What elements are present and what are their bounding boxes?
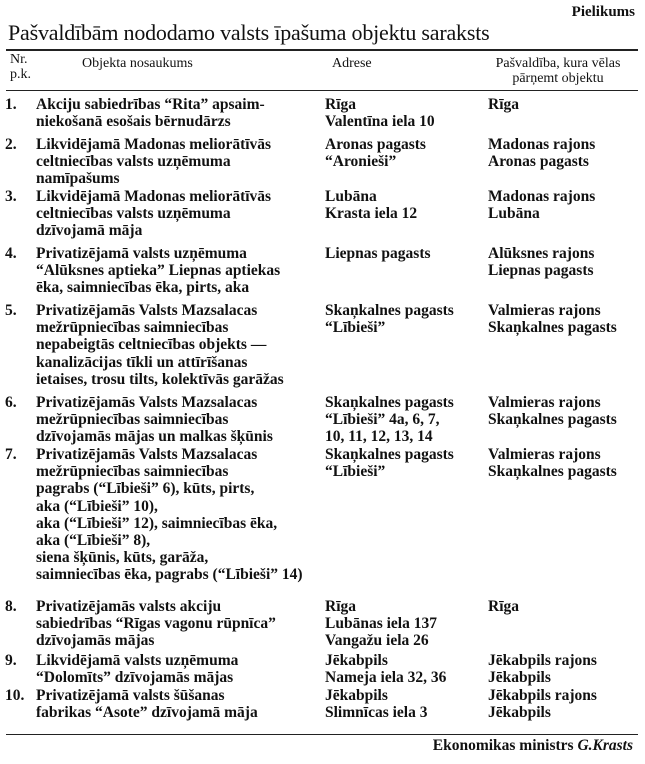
object-name: Privatizējamās Valsts Mazsalacas mežrūpniecības saimniecības pagrabs (“Lībieši” 6), kūts, pirts, aka (“Lībieši” 10), aka (“Lībieši” 12), saimniecības ēka, aka (“Lībieši” 8), siena šķūnis, kūts, garāža, saimniecības ēka, pagrabs (“Lībieši” 14) (36, 446, 303, 584)
object-address: Lubāna Krasta iela 12 (325, 188, 418, 223)
header-underline (6, 90, 638, 91)
object-address: Rīga Lubānas iela 137 Vangažu iela 26 (325, 598, 437, 650)
signature (433, 737, 633, 755)
object-address: Rīga Valentīna iela 10 (325, 96, 435, 131)
object-name: Privatizējamā valsts uzņēmuma “Alūksnes aptieka” Liepnas aptiekas ēka, saimniecības ēka, pirts, aka (36, 245, 281, 297)
object-name: Likvidējamā Madonas meliorātīvās celtniecības valsts uzņēmuma namīpašums (36, 136, 272, 188)
object-municipality: Valmieras rajons Skaņkalnes pagasts (488, 446, 617, 481)
object-name: Likvidējamā valsts uzņēmuma “Dolomīts” dzīvojamās mājas (36, 652, 239, 687)
object-municipality: Alūksnes rajons Liepnas pagasts (488, 245, 595, 280)
object-municipality: Rīga (488, 96, 519, 113)
appendix-label: Pielikums (571, 4, 635, 20)
signature-position: Ekonomikas ministrs (432, 737, 574, 754)
row-number: 7. (5, 446, 17, 463)
row-number: 4. (5, 245, 17, 262)
object-address: Skaņkalnes pagasts “Lībieši” (325, 446, 454, 481)
row-number: 2. (5, 136, 17, 153)
object-municipality: Valmieras rajons Skaņkalnes pagasts (488, 302, 617, 337)
object-name: Privatizējamās valsts akciju sabiedrības “Rīgas vagonu rūpnīca” dzīvojamās mājas (36, 598, 276, 650)
object-municipality: Madonas rajons Aronas pagasts (488, 136, 596, 171)
row-number: 5. (5, 302, 17, 319)
header-address: Adrese (332, 56, 372, 71)
object-address: Jēkabpils Nameja iela 32, 36 (325, 652, 447, 687)
object-address: Jēkabpils Slimnīcas iela 3 (325, 687, 428, 722)
row-number: 8. (5, 598, 17, 615)
object-name: Privatizējamā valsts šūšanas fabrikas “Asote” dzīvojamā māja (36, 687, 258, 722)
footer-rule (6, 734, 638, 735)
object-municipality: Jēkabpils rajons Jēkabpils (488, 687, 597, 722)
object-address: Skaņkalnes pagasts “Lībieši” 4a, 6, 7, 10, 11, 12, 13, 14 (325, 394, 454, 446)
object-address: Skaņkalnes pagasts “Lībieši” (325, 302, 454, 337)
header-municipality: Pašvaldība, kura vēlas pārņemt objektu (495, 56, 621, 86)
signature-name: G.Krasts (577, 737, 633, 754)
object-name: Likvidējamā Madonas meliorātīvās celtniecības valsts uzņēmuma dzīvojamā māja (36, 188, 272, 240)
row-number: 1. (5, 96, 17, 113)
row-number: 9. (5, 652, 17, 669)
object-municipality: Madonas rajons Lubāna (488, 188, 596, 223)
object-municipality: Rīga (488, 598, 519, 615)
object-name: Privatizējamās Valsts Mazsalacas mežrūpniecības saimniecības nepabeigtās celtniecības objekts — kanalizācijas tīkli un attīrīšanas ietaises, trosu tilts, kolektīvās garāžas (36, 302, 284, 388)
object-name: Privatizējamās Valsts Mazsalacas mežrūpniecības saimniecības dzīvojamās mājas un malkas šķūnis (36, 394, 273, 446)
row-number: 6. (5, 394, 17, 411)
object-name: Akciju sabiedrības “Rita” apsaim- niekošanā esošais bērnudārzs (36, 96, 265, 131)
header-number: Nr. p.k. (10, 52, 31, 82)
page-title: Pašvaldībām nododamo valsts īpašuma objektu saraksts (8, 20, 490, 45)
row-number: 10. (5, 687, 25, 704)
title-underline (6, 49, 638, 51)
object-address: Liepnas pagasts (325, 245, 431, 262)
object-municipality: Jēkabpils rajons Jēkabpils (488, 652, 597, 687)
object-address: Aronas pagasts “Aronieši” (325, 136, 426, 171)
header-name: Objekta nosaukums (82, 56, 193, 71)
row-number: 3. (5, 188, 17, 205)
object-municipality: Valmieras rajons Skaņkalnes pagasts (488, 394, 617, 429)
